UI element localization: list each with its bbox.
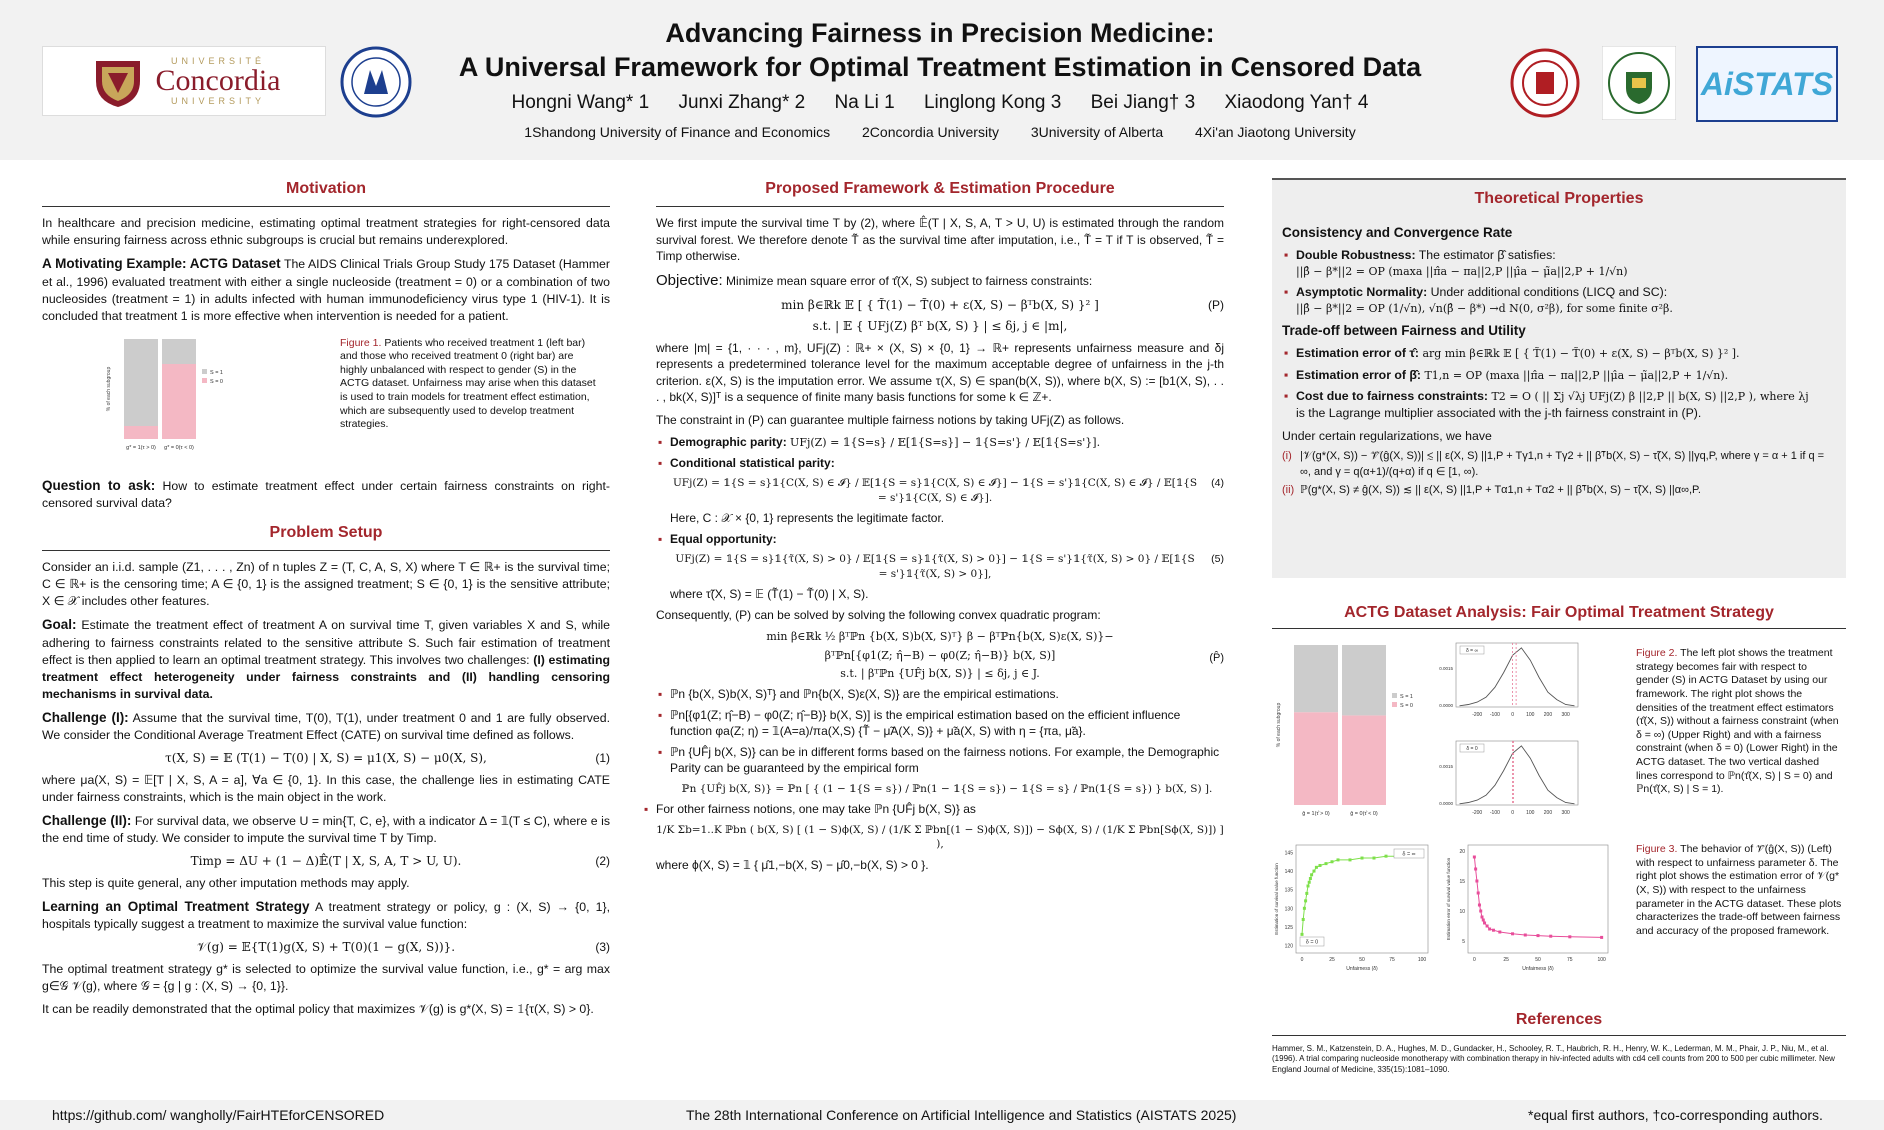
learning-after-1: The optimal treatment strategy g* is selected to optimize the survival value function, i.e., g* = arg max g∈𝒢 𝒱(g), where 𝒢 = {g | g : (X, S) → {0, 1}}. [42,961,610,993]
data-point [1349,858,1352,861]
series-line [1474,857,1601,937]
dp-equation: UFj(Z) = 𝟙{S=s} / 𝔼[𝟙{S=s}] − 𝟙{S=s'} / 𝔼[𝟙{S=s'}]. [790,436,1101,450]
dp-lead: Demographic parity: [670,435,787,450]
legend-label: S = 1 [210,369,223,376]
equation-Phat-line2: βᵀℙn[{φ1(Z; η̂−B) − φ0(Z; η̂−B)} b(X, S)] [824,648,1056,662]
figure2-lower-density-chart [1434,735,1584,821]
affiliation: 4Xi'an Jiaotong University [1195,124,1356,140]
data-point [1600,936,1603,939]
x-tick-label: 25 [1503,957,1509,963]
bar-segment [1342,715,1386,805]
dr-lead: Double Robustness: [1296,248,1416,263]
data-point [1549,935,1552,938]
data-point [1524,934,1527,937]
equation-2 [42,853,610,870]
equation-1-number: (1) [595,751,610,766]
x-tick-label: 100 [1417,957,1427,963]
challenge1-after: where μa(X, S) = 𝔼[T | X, S, A = a], ∀a ∈ {0, 1}. In this case, the challenge lies in estimating CATE under fairness constraints, which is the main object in the work. [42,772,610,804]
x-tick-label: 0 [1472,957,1476,963]
theory-heading-consistency: Consistency and Convergence Rate [1282,225,1513,241]
equation-2-number: (2) [595,854,610,869]
data-point [1373,857,1376,860]
data-point [1474,868,1477,871]
data-point [1310,873,1313,876]
challenge1-text: Assume that the survival time, T(0), T(1), under treatment 0 and 1 are fully observed. We consider the Conditional Average Treatment Effect (CATE) on survival time defined as follows. [42,710,610,743]
goal-text: Estimate the treatment effect of treatment A on survival time T, given variables X and S, while adhering to fairness constraints related to the sensitive attribute S. Such fair estimation of treatment effect is then applied to learn an optimal treatment strategy. This involves two challenges: [42,618,610,667]
framework-p4: Consequently, (P) can be solved by solving the following convex quadratic program: [656,607,1101,622]
equation-Phat [656,629,1224,681]
legend-label: S = 1 [1400,694,1413,700]
data-point [1302,918,1305,921]
x-tick-label: -100 [1489,712,1500,718]
data-point [1478,904,1481,907]
tradeoff-cost [1296,388,1836,422]
x-tick-label: 0 [1511,712,1514,718]
eo-after: where τ̃(X, S) = 𝔼 (T̃(1) − T̃(0) | X, S). [670,587,869,602]
data-point [1477,892,1480,895]
question-to-ask [42,477,610,513]
equation-3-number: (3) [595,940,610,955]
data-point [1385,855,1388,858]
x-tick-label: g* = 1(τ > 0) [126,444,156,451]
x-tick-label: 25 [1329,957,1335,963]
motivation-intro: In healthcare and precision medicine, estimating optimal treatment strategies for right-censored data while ensuring fairness across ethnic subgroups is crucial but remains underexplored. [42,216,610,248]
data-point [1483,922,1486,925]
equation-P-line1: min β∈ℝk 𝔼 [ { T̃(1) − T̃(0) + ε(X, S) − βᵀb(X, S) }² ] [781,298,1099,313]
t3-lead: Cost due to fairness constraints: [1296,388,1489,403]
middle-column [656,178,1224,877]
figure3-value-chart [1272,839,1434,985]
data-point [1492,929,1495,932]
figure2-caption [1636,647,1842,797]
dr-text: The estimator β̂ satisfies: [1418,248,1556,263]
figure1-label: Figure 1. [340,336,382,349]
ualberta-logo-icon [1602,46,1676,120]
question-lead: Question to ask: [42,477,156,493]
y-tick-label: 135 [1284,887,1293,894]
result-i [1282,449,1836,480]
figure1-caption-text: Patients who received treatment 1 (left bar) and those who received treatment 0 (right bar) are highly unbalanced with respect to gender (S) in the ACTG dataset. Unfairness may arise when this dataset is used to train models for treatment effect estimation, which are subsequently used to develop treatment strategies. [340,336,596,431]
goal-paragraph [42,616,610,703]
tradeoff-tau [1296,345,1836,362]
legend-swatch [202,369,207,374]
csp-after: Here, C : 𝒳 × {0, 1} represents the legitimate factor. [670,511,945,526]
concordia-name: Concordia [155,64,281,97]
equation-4 [670,476,1224,505]
y-axis-label: Estimation error of survival value function [1446,857,1451,941]
author: Na Li 1 [834,92,895,113]
equation-P-number: (P) [1208,298,1224,313]
x-axis-label: Unfairness (δ) [1346,966,1378,972]
bar-segment [1342,645,1386,715]
equation-3-body: 𝒱(g) = 𝔼{T(1)g(X, S) + T(0)(1 − g(X, S))}. [196,940,456,955]
y-tick-label: 140 [1284,869,1293,876]
y-tick-label: 0.0000 [1439,801,1453,806]
objective [656,271,1224,292]
data-point [1307,884,1310,887]
figure2-label: Figure 2. [1636,647,1678,659]
challenge1-lead: Challenge (I): [42,709,129,725]
theory-heading-tradeoff: Trade-off between Fairness and Utility [1282,323,1526,339]
an-lead: Asymptotic Normality: [1296,284,1428,299]
x-tick-label: 200 [1543,712,1553,718]
equation-1 [42,750,610,767]
y-tick-label: 0.0015 [1439,764,1453,770]
figure3-caption-text: The behavior of 𝒱̂(ĝ(X, S)) (Left) with respect to unfairness parameter δ. The right plot shows the estimation error of 𝒱(g*(X, S)) with respect to the unfairness parameter in the ACTG dataset. These plots characterizes the trade-off between fairness and accuracy of the proposed framework. [1636,843,1842,937]
y-tick-label: 15 [1459,879,1465,885]
author: Xiaodong Yan† 4 [1224,92,1369,113]
y-tick-label: 120 [1284,943,1293,950]
bar-segment [1294,712,1338,805]
data-point [1305,892,1308,895]
data-point [1486,925,1489,928]
framework-p3: The constraint in (P) can guarantee multiple fairness notions by taking UFj(Z) as follows. [656,412,1125,427]
t3-equation: T2 = O ( || Σj √λj UFj(Z) β ||2,P || b(X, S) ||2,P ), where λj [1491,389,1809,403]
author-list [380,92,1500,114]
framework-bullet-3-text: ℙn {UF̂j b(X, S)} can be in different forms based on the fairness notions. For example, the Demographic Parity can be guaranteed by the empirical form [670,744,1220,776]
problem-p1: Consider an i.i.d. sample (Z1, . . . , Zn) of n tuples Z = (T, C, A, S, X) where T ∈ ℝ+ is the survival time; C ∈ ℝ+ is the censoring time; A ∈ {0, 1} is the assigned treatment; S ∈ {0, 1} is the sensitive attribute; X ∈ 𝒳 includes other features. [42,560,610,609]
x-tick-label: ĝ = 0(τ̂ < 0) [1350,811,1378,817]
x-tick-label: -200 [1472,712,1483,718]
data-point [1511,932,1514,935]
x-tick-label: 0 [1300,957,1304,963]
double-robustness [1296,247,1836,280]
data-point [1568,935,1571,938]
section-title-motivation: Motivation [42,178,610,207]
learning-strategy [42,898,610,934]
legend-swatch [1392,693,1397,698]
framework-p1: We first impute the survival time T by (2), where 𝔼̂(T | X, S, A, T > U, U) is estimated through the random survival forest. We therefore denote T̃ as the survival time after imputation, i.e., T̃ = T if T is observed, T̃ = Timp otherwise. [656,216,1224,264]
x-tick-label: g* = 0(τ < 0) [164,444,194,451]
challenge1 [42,709,610,745]
y-tick-label: 145 [1284,850,1293,857]
legend-label: δ = 0 [1466,746,1478,752]
example-text: The AIDS Clinical Trials Group Study 175 Dataset (Hammer et al., 1996) evaluated treatment with either a single nucleoside (treatment = 0) or a combination of two nucleosides (treatment = 1) in adults infected with human immunodeficiency virus type 1 (HIV-1). It is concluded that treatment 1 is more effective when intervention is needed for a patient. [42,257,610,323]
data-point [1537,934,1540,937]
bar-segment [162,339,196,364]
equation-dp-empirical: ℙn {UF̂j b(X, S)} = ℙn [ { (1 − 𝟙{S = s}) / ℙn(1 − 𝟙{S = s}) − 𝟙{S = s} / ℙn(𝟙{S = s}) } b(X, S) ]. [681,782,1213,795]
data-point [1473,856,1476,859]
legend-label: δ = 0 [1305,939,1319,946]
equation-P [656,297,1224,334]
affiliation: 2Concordia University [862,124,999,140]
x-tick-label: 300 [1561,712,1570,718]
series-line [1302,856,1422,934]
x-tick-label: -200 [1472,810,1483,816]
conditional-statistical-parity [670,455,1224,527]
poster-title-line1: Advancing Fairness in Precision Medicine: [665,18,1215,48]
learning-lead: Learning an Optimal Treatment Strategy [42,898,310,914]
learning-text: A treatment strategy or policy, g : (X, S) → {0, 1}, hospitals typically suggest a treatment to maximize the survival value function: [42,899,611,932]
an-equation: ||β̂ − β*||2 = OP (1/√n), √n(β̂ − β*) →d N(0, σ²β), for some finite σ²β. [1296,302,1673,316]
figure3-block [1272,839,1846,989]
aistats-logo [1696,46,1838,122]
figure1-caption [340,337,600,432]
x-tick-label: 75 [1567,957,1573,963]
figure3-label: Figure 3. [1636,843,1678,855]
section-title-theory: Theoretical Properties [1474,190,1644,207]
question-text: How to estimate treatment effect under certain fairness constraints on right-censored survival data? [42,478,610,511]
motivating-example [42,255,610,325]
data-point [1479,910,1482,913]
y-axis-label: % of each subgroup [1276,702,1282,748]
affiliation: 3University of Alberta [1030,124,1164,140]
figure2-caption-text: The left plot shows the treatment strategy becomes fair with respect to gender (S) in ACTG Dataset by using our framework. The right plot shows the densities of the treatment effect estimators (τ̂(X, S)) without a fairness constraint (when δ = ∞) (Upper Right) and with a fairness constraint (when δ = 0) (Lower Right) in the ACTG dataset. The two vertical dashed lines correspond to ℙn(τ̂(X, S) | S = 0) and ℙn(τ̂(X, S) | S = 1). [1636,647,1839,796]
density-curve [1460,648,1575,706]
tradeoff-beta [1296,367,1836,384]
equation-1-body: τ(X, S) = 𝔼 (T(1) − T(0) | X, S) = μ1(X, S) − μ0(X, S), [165,751,487,766]
an-text: Under additional conditions (LICQ and SC): [1430,284,1668,299]
equation-3 [42,939,610,956]
x-tick-label: 0 [1511,810,1514,816]
data-point [1313,870,1316,873]
example-lead: A Motivating Example: ACTG Dataset [42,256,281,272]
affiliation: 1Shandong University of Finance and Economics [524,124,831,140]
challenge2-after: This step is quite general, any other imputation methods may apply. [42,875,410,890]
figure2-left-chart [1272,637,1422,823]
y-axis-label: % of each subgroup [106,366,112,411]
equation-5-body: UFj(Z) = 𝟙{S = s}𝟙{τ̃(X, S) > 0} / 𝔼[𝟙{S = s}𝟙{τ̃(X, S) > 0}] − 𝟙{S = s'}𝟙{τ̃(X, S) > 0} / 𝔼[𝟙{S = s'}𝟙{τ̃(X, S) > 0}], [675,553,1195,580]
equation-P-line2: s.t. | 𝔼 { UFj(Z) βᵀ b(X, S) } | ≤ δj, j ∈ |m|, [812,318,1068,333]
data-point [1308,881,1311,884]
legend-swatch [1392,702,1397,707]
goal-bold: (I) estimating treatment effect heterogeneity under fairness constraints and (II) handling censoring mechanisms in survival data. [42,652,610,701]
equation-4-body: UFj(Z) = 𝟙{S = s}𝟙{C(X, S) ∈ 𝓘} / 𝔼[𝟙{S = s}𝟙{C(X, S) ∈ 𝓘}] − 𝟙{S = s'}𝟙{C(X, S) ∈ 𝓘} / 𝔼[𝟙{S = s'}𝟙{C(X, S) ∈ 𝓘}]. [672,477,1198,504]
left-column [42,178,610,1024]
objective-lead: Objective: [656,271,723,289]
x-tick-label: ĝ = 1(τ̂ > 0) [1302,811,1330,817]
equation-5-number: (5) [1211,553,1224,566]
t2-lead: Estimation error of β̂: [1296,367,1422,382]
y-axis-label: Estimation of survival value function [1274,863,1279,935]
y-tick-label: 0.0000 [1439,703,1453,708]
bar-segment [124,339,158,426]
concordia-logo [42,46,326,116]
framework-bullet-4 [656,801,1224,873]
figure2-block [1272,637,1846,827]
actg-section [1272,604,1846,1075]
result-i-text: |𝒱(g*(X, S)) − 𝒱̂(ĝ(X, S))| ≲ || ε(X, S) ||1,P + Tγ1,n + Tγ2 + || β̃ᵀb(X, S) − τ̃(X, S) ||γq,P, where γ = α + 1 if q = ∞, and γ = q(α+1)/(q+α) if q ∈ [1, ∞). [1300,450,1825,478]
objective-text: Minimize mean square error of τ̂(X, S) subject to fairness constraints: [726,273,1093,288]
x-tick-label: 200 [1543,810,1553,816]
data-point [1315,866,1318,869]
author: Hongni Wang* 1 [511,92,650,113]
data-point [1325,862,1328,865]
t1-equation: arg min β∈ℝk 𝔼 [ { T̃(1) − T̃(0) + ε(X, S) − βᵀb(X, S) }² ]. [1422,347,1740,361]
figure1-chart [102,331,342,461]
poster-title-line2: A Universal Framework for Optimal Treatment Estimation in Censored Data [458,52,1422,82]
result-i-label: (i) [1282,450,1292,463]
data-point [1331,860,1334,863]
data-point [1361,857,1364,860]
poster-header [0,0,1884,160]
learning-after-2: It can be readily demonstrated that the optimal policy that maximizes 𝒱(g) is g*(X, S) = 𝟙{τ(X, S) > 0}. [42,1001,594,1016]
equation-2-body: Timp = ΔU + (1 − Δ)𝔼̂(T | X, S, A, T > U, U). [190,854,462,869]
author: Linglong Kong 3 [923,92,1062,113]
challenge2 [42,812,610,848]
github-link[interactable]: https://github.com/ wangholly/FairHTEforCENSORED [52,1107,385,1123]
data-point [1498,931,1501,934]
equation-Phat-line3: s.t. | βᵀℙn {UF̂j b(X, S)} | ≤ δj, j ∈ J. [840,666,1040,680]
footnote: *equal first authors, †co-corresponding authors. [1528,1107,1823,1123]
challenge2-lead: Challenge (II): [42,812,132,828]
data-point [1301,933,1304,936]
author: Junxi Zhang* 2 [678,92,806,113]
data-point [1481,916,1484,919]
x-tick-label: 100 [1597,957,1606,963]
conference-name: The 28th International Conference on Artificial Intelligence and Statistics (AISTATS 2025) [686,1107,1237,1123]
challenge2-text: For survival data, we observe U = min{T, C, e}, with a indicator Δ = 𝟙(T ≤ C), where e is the end time of study. We consider to impute the survival time T by Timp. [42,813,610,846]
result-ii [1282,483,1836,498]
csp-lead: Conditional statistical parity: [670,455,835,470]
y-tick-label: 20 [1459,849,1465,855]
x-tick-label: 300 [1561,810,1570,816]
x-tick-label: 75 [1389,957,1395,963]
x-tick-label: 100 [1526,712,1535,718]
figure1-block [42,331,610,469]
y-tick-label: 125 [1284,924,1293,931]
y-tick-label: 0.0015 [1439,666,1453,672]
framework-bullet-2: ▪ ℙn[{φ1(Z; η̂−B) − φ0(Z; η̂−B)} b(X, S)] is the empirical estimation based on the efficient influence function φa(Z; η) = 𝟙(A=a)/πa(X,S) {T̃ − μ̃A(X, S)} + μ̃a(X, S) with η = {πa, μ̃a}. [670,707,1224,740]
poster-footer [0,1100,1884,1130]
data-point [1337,858,1340,861]
result-ii-text: ℙ(g*(X, S) ≠ ĝ(X, S)) ≲ || ε(X, S) ||1,P + Tα1,n + Tα2 + || β̃ᵀb(X, S) − τ̃(X, S) ||α∞,P. [1300,484,1701,497]
xjtu-seal-icon [1510,48,1580,118]
x-tick-label: -100 [1489,810,1500,816]
section-title-actg: ACTG Dataset Analysis: Fair Optimal Treatment Strategy [1272,604,1846,629]
framework-bullet-3 [670,744,1224,797]
bar-segment [162,364,196,439]
data-point [1475,880,1478,883]
y-tick-label: 130 [1284,906,1293,913]
framework-bullet-4-text: For other fairness notions, one may take ℙn {UF̂j b(X, S)} as [656,802,976,817]
x-tick-label: 100 [1526,810,1535,816]
y-tick-label: 5 [1462,939,1465,945]
author: Bei Jiang† 3 [1090,92,1196,113]
data-point [1488,928,1491,931]
demographic-parity [670,434,1224,451]
equation-5 [670,552,1224,581]
aistats-logo-text: AiSTATS [1700,65,1834,102]
section-title-framework: Proposed Framework & Estimation Procedure [656,178,1224,207]
equation-other-notions: 1/K Σb=1..K ℙbn ( b(X, S) [ (1 − S)ϕ(X, S) / (1/K Σ ℙbn[(1 − S)ϕ(X, S)]) − Sϕ(X, S) / (1/K Σ ℙbn[Sϕ(X, S)]) ] ), [656,823,1224,851]
legend-label: δ = ∞ [1465,648,1479,654]
result-ii-label: (ii) [1282,484,1295,497]
legend-label: S = 0 [210,378,223,385]
figure3-error-chart [1444,839,1614,985]
figure2-upper-density-chart [1434,637,1584,723]
x-tick-label: 50 [1535,957,1541,963]
concordia-top-text: UNIVERSITÉ [170,56,265,66]
data-point [1303,907,1306,910]
legend-label: δ = ∞ [1402,851,1416,858]
theory-panel [1272,178,1846,578]
equation-Phat-line1: min β∈ℝk ½ βᵀℙn {b(X, S)b(X, S)ᵀ} β − βᵀℙn{b(X, S)ε(X, S)}− [766,630,1114,644]
affiliation-list [380,124,1500,140]
asymptotic-normality [1296,284,1836,317]
t3-after: is the Lagrange multiplier associated with the j-th fairness constraint in (P). [1296,405,1702,420]
data-point [1309,877,1312,880]
concordia-bottom-text: UNIVERSITY [170,96,265,106]
data-point [1304,899,1307,902]
legend-label: S = 0 [1400,703,1413,709]
section-title-references: References [1272,1011,1846,1036]
equation-4-number: (4) [1211,477,1224,490]
eo-lead: Equal opportunity: [670,531,777,546]
dr-equation: ||β̂ − β*||2 = OP (maxa ||π̂a − πa||2,P ||μ̂a − μ̃a||2,P + 1/√n) [1296,265,1628,279]
bar-segment [124,426,158,439]
framework-p2: where |m| = {1, · · · , m}, UFj(Z) : ℝ+ × (X, S) × {0, 1} → ℝ+ represents unfairness measure and δj represents a predetermined tolerance level for the maximum acceptable degree of unfairness in the j-th criterion. ε(X, S) is the imputation error. We assume τ(X, S) ∈ span(b(X, S)), where b(X, S) := [b1(X, S), . . . , bk(X, S)]ᵀ is a sequence of finite many basis functions for some k ∈ ℤ+. [656,340,1224,405]
reference-text: Hammer, S. M., Katzenstein, D. A., Hughes, M. D., Gundacker, H., Schooley, R. T., Haubrich, R. H., Henry, W. K., Lederman, M. M., Phair, J. P., Niu, M., et al. (1996). A trial comparing nucleoside monotherapy with combination therapy in hiv-infected adults with cd4 cell counts from 200 to 500 per cubic millimeter. New England Journal of Medicine, 335(15):1081–1090. [1272,1044,1835,1074]
x-axis-label: Unfairness (δ) [1522,966,1554,972]
t1-lead: Estimation error of τ̂: [1296,346,1420,361]
regularization-intro: Under certain regularizations, we have [1282,429,1492,444]
equal-opportunity [670,531,1224,603]
legend-swatch [202,378,207,383]
framework-bullet-1: ▪ ℙn {b(X, S)b(X, S)ᵀ} and ℙn{b(X, S)ε(X, S)} are the empirical estimations. [670,686,1224,703]
equation-Phat-number: (P̂) [1209,652,1224,665]
x-tick-label: 50 [1359,957,1365,963]
equation-other-after: where ϕ(X, S) = 𝟙 { μ̂1,−b(X, S) − μ̂0,−b(X, S) > 0 }. [656,857,929,872]
concordia-crest-icon [88,51,148,111]
data-point [1319,864,1322,867]
t2-equation: T1,n = OP (maxa ||π̂a − πa||2,P ||μ̂a − μ̃a||2,P + 1/√n). [1424,368,1729,382]
figure3-caption [1636,843,1842,938]
section-title-problem: Problem Setup [42,522,610,551]
density-curve [1460,746,1575,804]
data-point [1482,919,1485,922]
goal-lead: Goal: [42,617,77,633]
y-tick-label: 10 [1459,909,1465,915]
bar-segment [1294,645,1338,712]
